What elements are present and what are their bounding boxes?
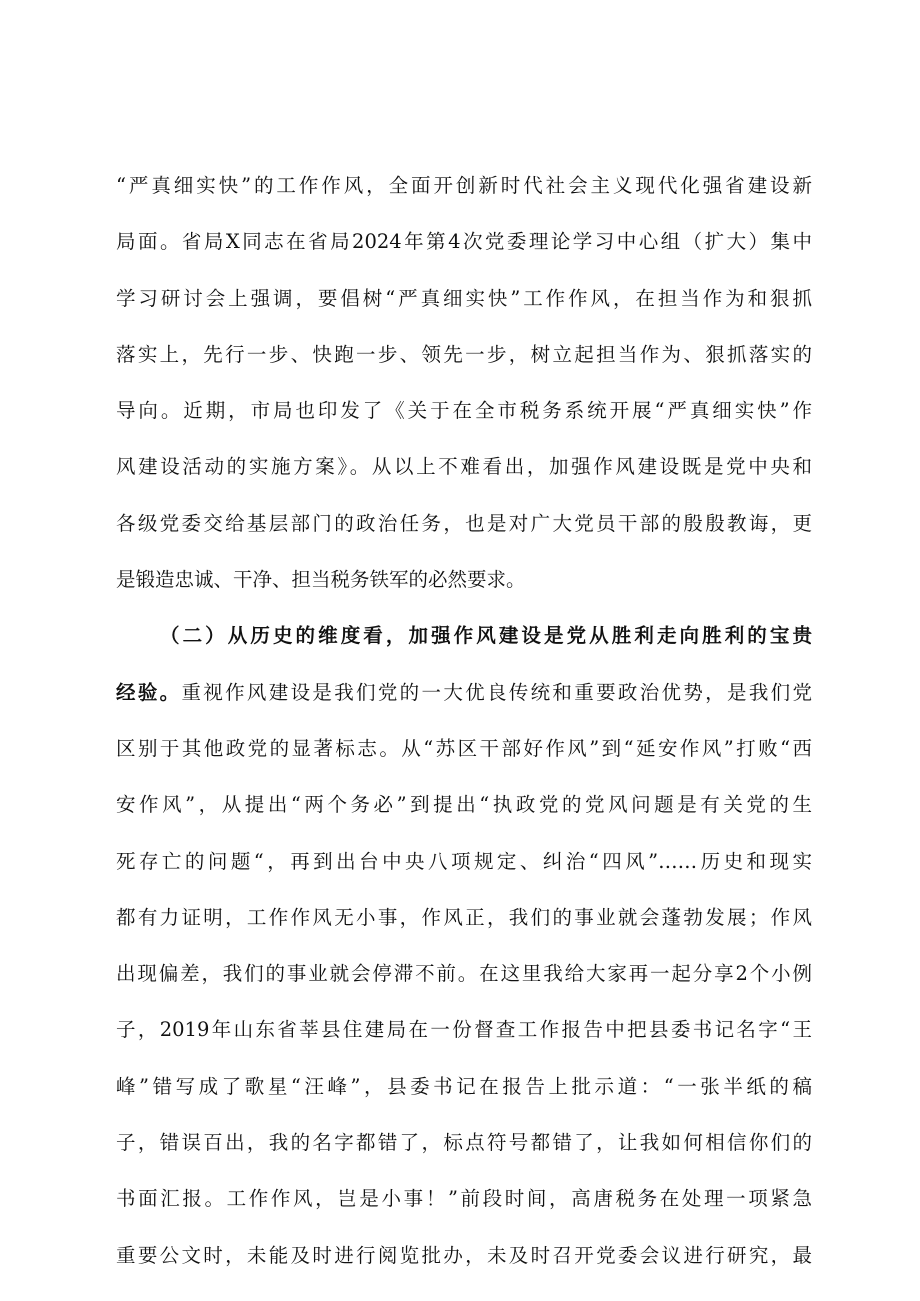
paragraph-line: 子，错误百出，我的名字都错了，标点符号都错了，让我如何相信你们的 [116, 1131, 812, 1155]
body-text [116, 158, 812, 1284]
paragraph-line: 峰”错写成了歌星“汪峰”，县委书记在报告上批示道：“一张半纸的稿 [116, 1074, 812, 1098]
paragraph-line: 安作风”，从提出“两个务必”到提出“执政党的党风问题是有关党的生 [116, 793, 812, 817]
paragraph-text: 重视作风建设是我们党的一大优良传统和重要政治优势，是我们党 [181, 680, 812, 704]
paragraph-line: 重要公文时，未能及时进行阅览批办，未及时召开党委会议进行研究，最 [116, 1243, 812, 1267]
paragraph-line: 死存亡的问题“，再到出台中央八项规定、纠治“四风”……历史和现实 [116, 849, 812, 873]
paragraph-line: 子，2019年山东省莘县住建局在一份督查工作报告中把县委书记名字“王 [116, 1018, 812, 1042]
paragraph-line: 各级党委交给基层部门的政治任务，也是对广大党员干部的殷殷教诲，更 [116, 511, 812, 535]
paragraph-line [116, 665, 812, 721]
paragraph-line: 出现偏差，我们的事业就会停滞不前。在这里我给大家再一起分享2个小例 [116, 962, 812, 986]
paragraph-line: 都有力证明，工作作风无小事，作风正，我们的事业就会蓬勃发展；作风 [116, 905, 812, 929]
paragraph-line: “严真细实快”的工作作风，全面开创新时代社会主义现代化强省建设新 [116, 174, 812, 197]
section-heading: （二）从历史的维度看，加强作风建设是党从胜利走向胜利的宝贵 [160, 624, 812, 648]
paragraph-line: 导向。近期，市局也印发了《关于在全市税务系统开展“严真细实快”作 [116, 399, 812, 423]
paragraph-line: 风建设活动的实施方案》。从以上不难看出，加强作风建设既是党中央和 [116, 455, 812, 479]
paragraph-line: 书面汇报。工作作风，岂是小事！”前段时间，高唐税务在处理一项紧急 [116, 1187, 812, 1211]
paragraph-line: 是锻造忠诚、干净、担当税务铁军的必然要求。 [116, 568, 526, 592]
paragraph-line: 落实上，先行一步、快跑一步、领先一步，树立起担当作为、狠抓落实的 [116, 342, 812, 366]
paragraph-line: 局面。省局X同志在省局2024年第4次党委理论学习中心组（扩大）集中 [116, 230, 812, 254]
section-heading-end: 经验。 [116, 680, 182, 704]
paragraph-line: 区别于其他政党的显著标志。从“苏区干部好作风”到“延安作风”打败“西 [116, 736, 812, 760]
paragraph-line: 学习研讨会上强调，要倡树“严真细实快”工作作风，在担当作为和狠抓 [116, 286, 812, 310]
